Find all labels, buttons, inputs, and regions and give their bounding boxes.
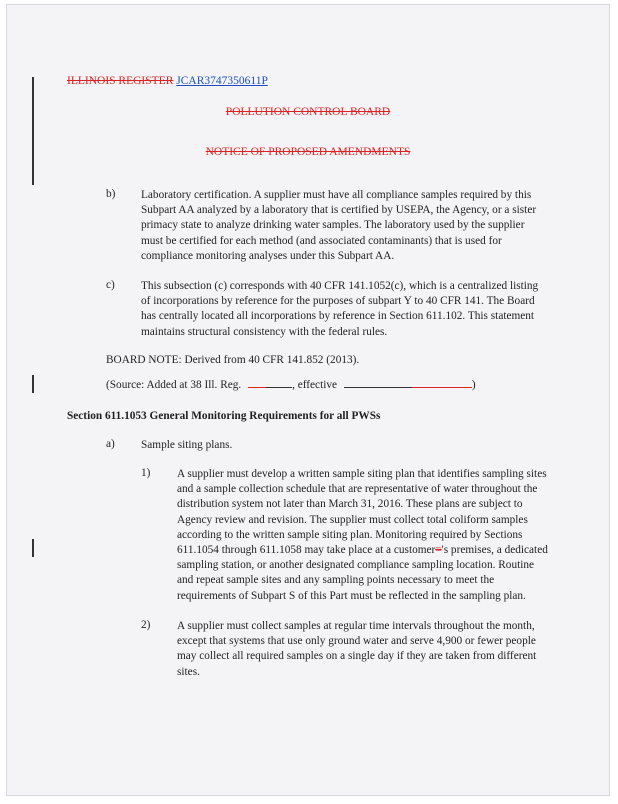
item-a-text: Sample siting plans.	[141, 439, 233, 451]
change-bar	[32, 375, 34, 393]
jcar-code: JCAR3747350611P	[176, 75, 268, 87]
board-note: BOARD NOTE: Derived from 40 CFR 141.852 (2013).	[106, 354, 360, 366]
register-header	[67, 75, 268, 87]
deleted-mark: =	[435, 544, 442, 557]
change-bar	[32, 77, 34, 185]
reg-blank	[248, 377, 266, 388]
board-title: POLLUTION CONTROL BOARD	[225, 106, 391, 118]
item-b-label: b)	[106, 188, 116, 200]
change-bar	[32, 539, 34, 557]
register-struck: ILLINOIS REGISTER	[67, 75, 174, 87]
document-page	[6, 4, 610, 796]
notice-title: NOTICE OF PROPOSED AMENDMENTS	[205, 146, 411, 158]
section-heading: Section 611.1053 General Monitoring Requirements for all PWSs	[67, 410, 381, 422]
item-2-label: 2)	[141, 619, 151, 631]
item-b-text: Laboratory certification. A supplier must have all compliance samples required by this Subpart AA analyzed by a laboratory that is certified by USEPA, the Agency, or a sister primacy state to analyze drinking water samples. The laboratory used by the supplier must be certified for each method (and associated contaminants) that is used for compliance monitoring analyses under this Subpart AA.	[141, 189, 537, 262]
source-line: (Source: Added at 38 Ill. Reg. , effective )	[106, 379, 476, 391]
item-1-text: A supplier must develop a written sample siting plan that identifies sampling sites and a sample collection schedule that are representative of water throughout the distribution system not later than March 31, 2016. These plans are subject to Agency review and revision. The supplier must collect total coliform samples according to the written sample siting plan. Monitoring required by Sections 611.1054 through 611.1058 may take place at a customer='s premises, a dedicated sampling station, or another designated compliance sampling location. Routine and repeat sample sites and any sampling points necessary to meet the requirements of Subpart S of this Part must be reflected in the sampling plan.	[177, 468, 548, 602]
item-2-text: A supplier must collect samples at regular time intervals throughout the month, except that systems that use only ground water and serve 4,900 or fewer people may collect all required samples on a single day if they are taken from different sites.	[177, 620, 537, 678]
item-a-label: a)	[106, 438, 115, 450]
item-1-label: 1)	[141, 467, 151, 479]
item-c-label: c)	[106, 279, 115, 291]
effective-blank	[344, 377, 412, 388]
item-c-text: This subsection (c) corresponds with 40 CFR 141.1052(c), which is a centralized listing of incorporations by reference for the purposes of subpart Y to 40 CFR 141. The Board has centrally located all incorporations by reference in Section 611.102. This statement maintains structural consistency with the federal rules.	[141, 280, 539, 338]
